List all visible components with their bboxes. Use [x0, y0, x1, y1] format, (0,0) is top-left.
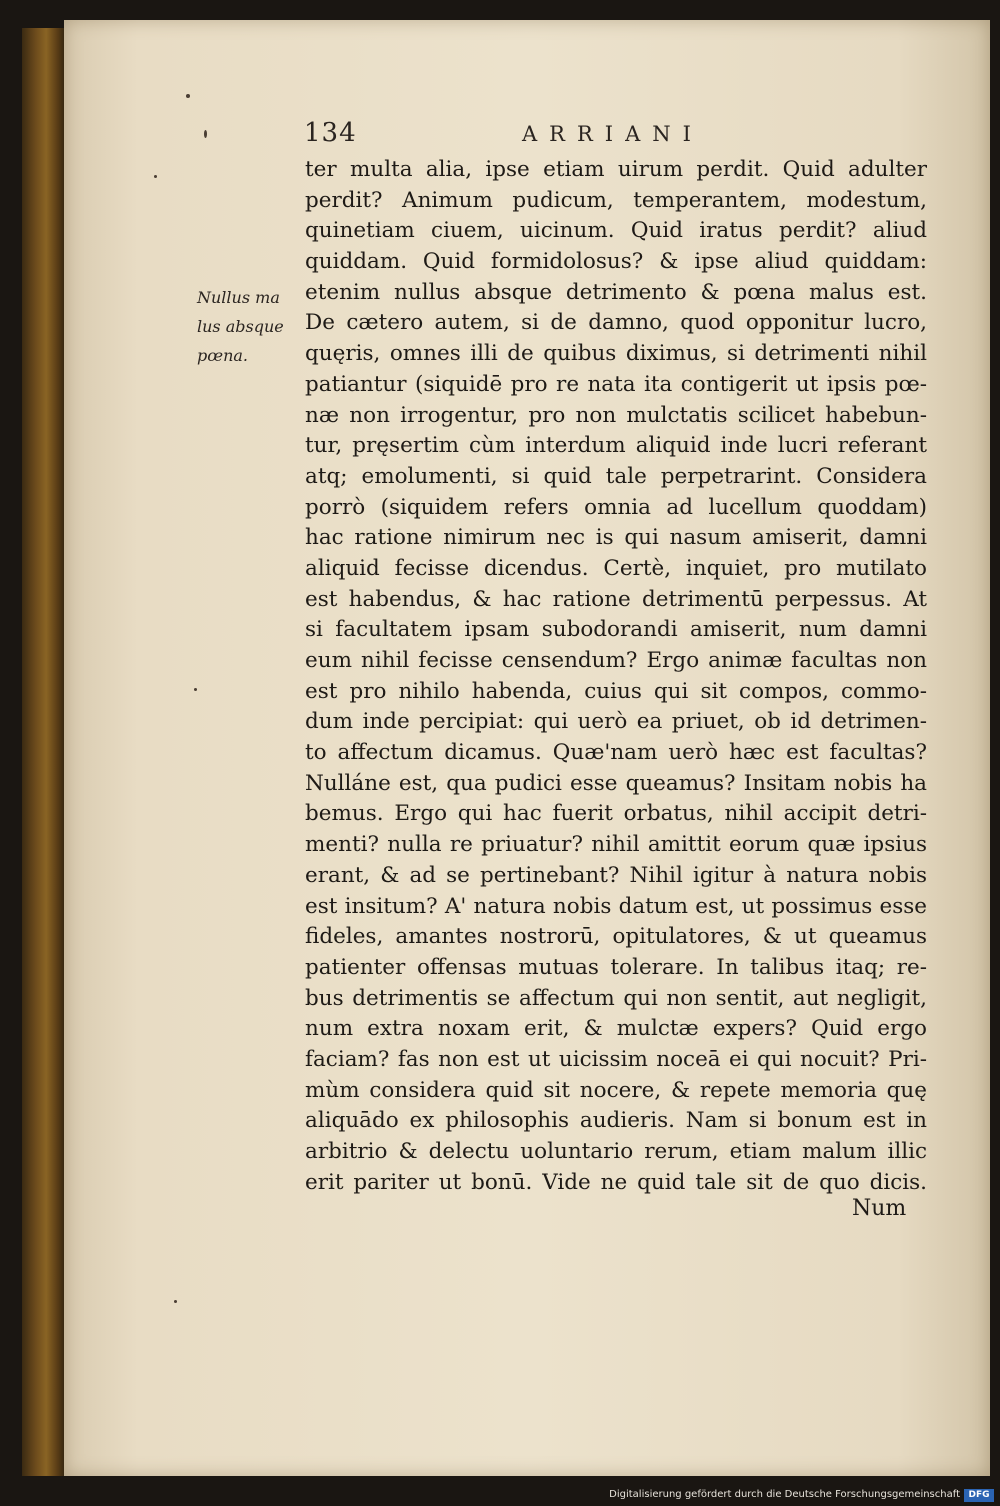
text-line: Nulláne est, qua pudici esse queamus? Insitam nobis ha [305, 770, 927, 796]
ink-speck [194, 688, 197, 691]
text-line: mùm considera quid sit nocere, & repete memoria quę [305, 1077, 927, 1103]
text-line: bemus. Ergo qui hac fuerit orbatus, nihil accipit detri- [305, 801, 927, 827]
text-line: to affectum dicamus. Quæ'nam uerò hæc est facultas? [305, 740, 927, 766]
marginal-note-line: lus absque [197, 317, 284, 336]
marginal-note [197, 283, 295, 370]
text-line: eum nihil fecisse censendum? Ergo animæ facultas non [305, 648, 927, 673]
text-line: bus detrimentis se affectum qui non sentit, aut negligit, [305, 985, 927, 1011]
text-line: dum inde percipiat: qui uerò ea priuet, ob id detrimen- [305, 709, 927, 735]
text-line: patienter offensas mutuas tolerare. In talibus itaq; re- [305, 954, 927, 980]
text-line: quinetiam ciuem, uicinum. Quid iratus perdit? aliud [305, 218, 927, 244]
page-number: 134 [304, 118, 357, 148]
text-line: hac ratione nimirum nec is qui nasum amiserit, damni [305, 525, 927, 551]
text-line: De cætero autem, si de damno, quod opponitur lucro, [305, 310, 927, 336]
text-line: atq; emolumenti, si quid tale perpetrarint. Considera [305, 463, 927, 489]
text-line: ter multa alia, ipse etiam uirum perdit. Quid adulter [305, 157, 927, 182]
text-line: est pro nihilo habenda, cuius qui sit compos, commo- [305, 678, 927, 704]
ink-speck [174, 1300, 177, 1303]
running-head [304, 118, 784, 152]
text-line: patiantur (siquidē pro re nata ita contigerit ut ipsis pœ- [305, 371, 927, 397]
marginal-note-line: Nullus ma [197, 288, 280, 307]
text-line: arbitrio & delectu uoluntario rerum, etiam malum illic [305, 1139, 927, 1164]
text-line: si facultatem ipsam subodorandi amiserit, num damni [305, 617, 927, 643]
text-line: etenim nullus absque detrimento & pœna malus est. [305, 279, 927, 305]
running-title: ARRIANI [522, 122, 703, 146]
funding-notice: Digitalisierung gefördert durch die Deutsche Forschungsgemeinschaft [609, 1489, 960, 1500]
text-line: porrò (siquidem refers omnia ad lucellum quoddam) [305, 494, 927, 520]
ink-speck [204, 130, 207, 138]
ink-speck [154, 175, 157, 178]
footer-bar [0, 1486, 1000, 1506]
text-line: menti? nulla re priuatur? nihil amittit eorum quæ ipsius [305, 832, 927, 858]
text-line: num extra noxam erit, & mulctæ expers? Quid ergo [305, 1016, 927, 1042]
text-line: aliquādo ex philosophis audieris. Nam si bonum est in [305, 1108, 927, 1134]
text-line: aliquid fecisse dicendus. Certè, inquiet, pro mutilato [305, 555, 927, 581]
catchword: Num [852, 1196, 907, 1221]
text-line: perdit? Animum pudicum, temperantem, modestum, [305, 187, 927, 213]
dfg-logo-icon: DFG [964, 1489, 994, 1502]
body-text [305, 155, 927, 1198]
book-spine [22, 28, 66, 1476]
text-line: fideles, amantes nostrorū, opitulatores, & ut queamus [305, 924, 927, 950]
ink-speck [186, 94, 190, 98]
text-line: est habendus, & hac ratione detrimentū perpessus. At [305, 586, 927, 612]
text-line: est insitum? A' natura nobis datum est, ut possimus esse [305, 893, 927, 919]
marginal-note-line: pœna. [197, 346, 248, 365]
text-line: tur, pręsertim cùm interdum aliquid inde lucri referant [305, 433, 927, 459]
text-line: quiddam. Quid formidolosus? & ipse aliud quiddam: [305, 249, 927, 275]
text-line: quęris, omnes illi de quibus diximus, si detrimenti nihil [305, 341, 927, 367]
text-line: erant, & ad se pertinebant? Nihil igitur à natura nobis [305, 862, 927, 888]
text-line: faciam? fas non est ut uicissim noceā ei qui nocuit? Pri- [305, 1046, 927, 1072]
text-line: erit pariter ut bonū. Vide ne quid tale sit de quo dicis. [305, 1169, 927, 1195]
text-line: næ non irrogentur, pro non mulctatis scilicet habebun- [305, 402, 927, 428]
